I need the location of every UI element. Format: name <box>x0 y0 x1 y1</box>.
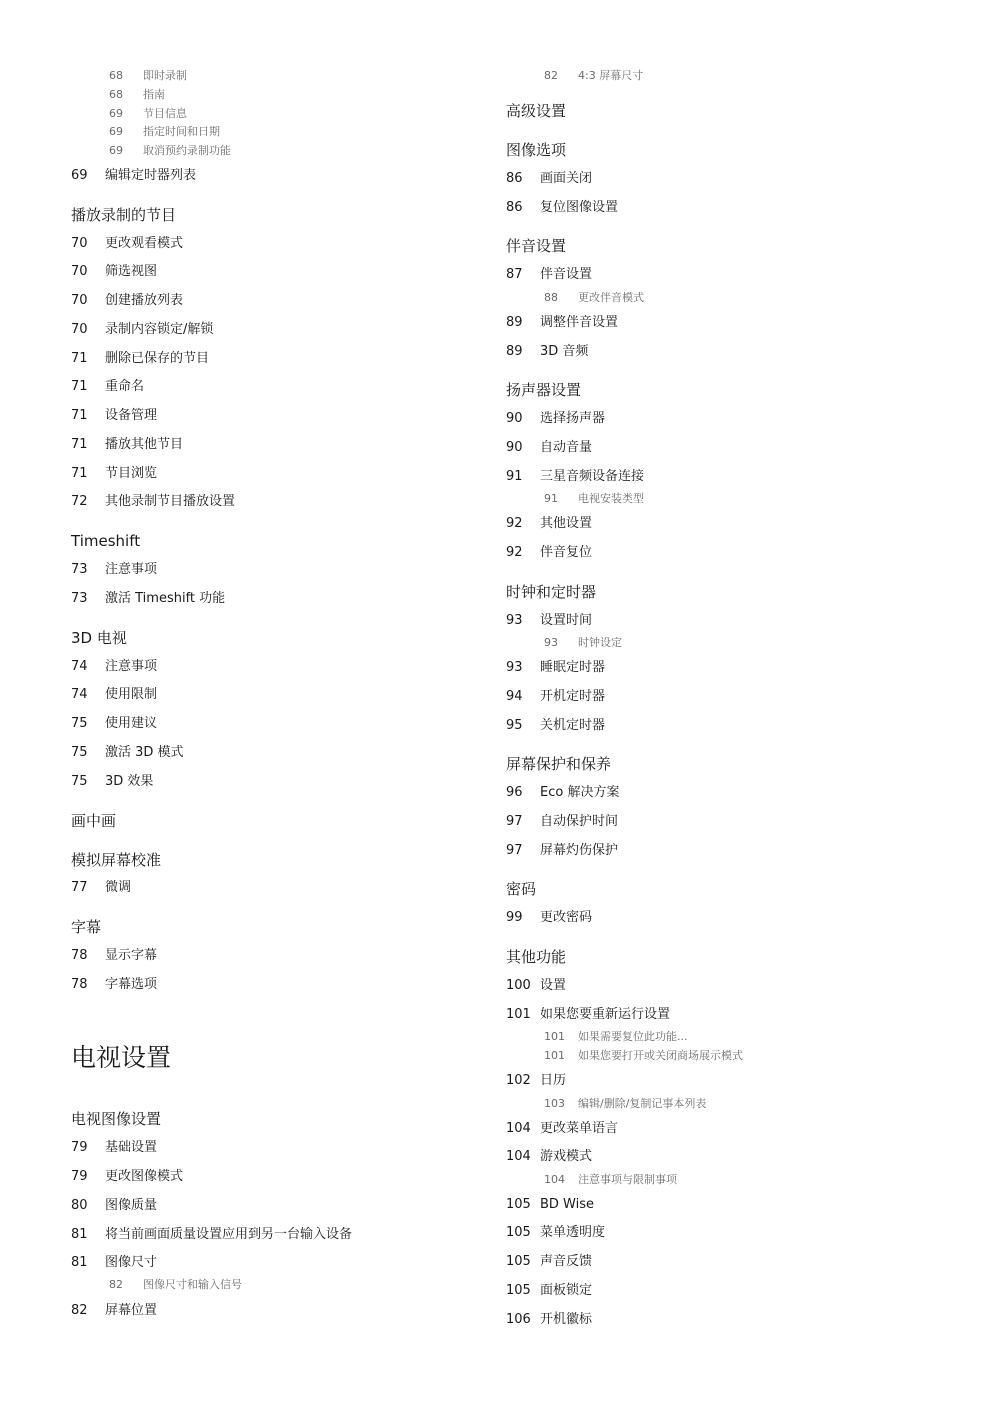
entry-title: 注意事项 <box>105 659 158 674</box>
entry-title: 声音反馈 <box>540 1254 593 1269</box>
page-number: 104 <box>506 1121 531 1136</box>
entry-title: 时钟设定 <box>578 636 622 649</box>
entry-title: 使用限制 <box>105 687 158 702</box>
page-number: 102 <box>506 1073 531 1088</box>
page-number: 69 <box>71 168 88 183</box>
page-number: 99 <box>506 910 523 925</box>
page-number: 101 <box>544 1049 565 1062</box>
page-number: 72 <box>71 494 88 509</box>
entry-title: 将当前画面质量设置应用到另一台输入设备 <box>105 1227 353 1242</box>
entry-title: 取消预约录制功能 <box>143 144 231 157</box>
section-heading: 3D 电视 <box>71 629 127 647</box>
section-heading: 其他功能 <box>506 948 567 966</box>
entry-title: 微调 <box>105 880 132 895</box>
section-heading: 模拟屏幕校准 <box>71 851 162 869</box>
entry-title: 如果需要复位此功能... <box>578 1030 688 1043</box>
page-number: 101 <box>544 1030 565 1043</box>
page-number: 100 <box>506 978 531 993</box>
entry-title: 注意事项与限制事项 <box>578 1173 677 1186</box>
page-number: 95 <box>506 718 523 733</box>
entry-title: 其他设置 <box>540 516 593 531</box>
page-number: 103 <box>544 1097 565 1110</box>
page-number: 106 <box>506 1312 531 1327</box>
page-number: 93 <box>506 613 523 628</box>
entry-title: 菜单透明度 <box>540 1225 606 1240</box>
entry-title: 开机徽标 <box>540 1312 593 1327</box>
entry-title: 设置时间 <box>540 613 593 628</box>
page-number: 96 <box>506 785 523 800</box>
entry-title: 3D 效果 <box>105 774 154 789</box>
page-number: 82 <box>544 69 558 82</box>
entry-title: 电视安装类型 <box>578 492 644 505</box>
page-number: 105 <box>506 1254 531 1269</box>
page-number: 91 <box>506 469 523 484</box>
entry-title: 显示字幕 <box>105 948 158 963</box>
entry-title: 激活 Timeshift 功能 <box>105 591 226 606</box>
entry-title: 4:3 屏幕尺寸 <box>578 69 644 82</box>
page-number: 88 <box>544 291 558 304</box>
page-number: 74 <box>71 687 88 702</box>
entry-title: 图像尺寸和输入信号 <box>143 1278 242 1291</box>
entry-title: 编辑定时器列表 <box>105 168 197 183</box>
page-number: 75 <box>71 745 88 760</box>
page-number: 78 <box>71 948 88 963</box>
section-heading: 扬声器设置 <box>506 381 582 399</box>
entry-title: 屏幕位置 <box>105 1303 158 1318</box>
entry-title: 节目浏览 <box>105 466 158 481</box>
entry-title: 如果您要重新运行设置 <box>540 1007 671 1022</box>
page-number: 70 <box>71 264 88 279</box>
section-heading: Timeshift <box>71 532 141 550</box>
entry-title: 选择扬声器 <box>540 411 606 426</box>
page-number: 71 <box>71 379 88 394</box>
page-number: 71 <box>71 351 88 366</box>
entry-title: 伴音设置 <box>540 267 593 282</box>
page-number: 104 <box>544 1173 565 1186</box>
page-number: 68 <box>109 88 123 101</box>
section-heading: 字幕 <box>71 918 102 936</box>
section-heading: 时钟和定时器 <box>506 583 597 601</box>
page-number: 87 <box>506 267 523 282</box>
page-number: 105 <box>506 1197 531 1212</box>
section-heading: 伴音设置 <box>506 237 567 255</box>
page-number: 69 <box>109 125 123 138</box>
entry-title: 其他录制节目播放设置 <box>105 494 236 509</box>
entry-title: 复位图像设置 <box>540 200 619 215</box>
entry-title: 指南 <box>143 88 165 101</box>
entry-title: 伴音复位 <box>540 545 593 560</box>
entry-title: 播放其他节目 <box>105 437 184 452</box>
entry-title: 调整伴音设置 <box>540 315 619 330</box>
page-number: 68 <box>109 69 123 82</box>
entry-title: 睡眠定时器 <box>540 660 606 675</box>
entry-title: 设置 <box>540 978 567 993</box>
entry-title: 使用建议 <box>105 716 158 731</box>
page-number: 82 <box>71 1303 88 1318</box>
page-number: 73 <box>71 562 88 577</box>
section-heading: 画中画 <box>71 812 117 830</box>
page-number: 69 <box>109 144 123 157</box>
entry-title: 画面关闭 <box>540 171 593 186</box>
entry-title: 设备管理 <box>105 408 158 423</box>
page-number: 71 <box>71 408 88 423</box>
chapter-title: 电视设置 <box>71 1043 172 1072</box>
page-number: 71 <box>71 466 88 481</box>
page-number: 79 <box>71 1140 88 1155</box>
entry-title: 即时录制 <box>143 69 187 82</box>
page-number: 105 <box>506 1225 531 1240</box>
page-number: 90 <box>506 440 523 455</box>
entry-title: 更改图像模式 <box>105 1169 184 1184</box>
page-number: 80 <box>71 1198 88 1213</box>
entry-title: 屏幕灼伤保护 <box>540 843 619 858</box>
entry-title: 更改密码 <box>540 910 593 925</box>
entry-title: 筛选视图 <box>105 264 158 279</box>
page-number: 86 <box>506 171 523 186</box>
page-number: 78 <box>71 977 88 992</box>
page-number: 74 <box>71 659 88 674</box>
entry-title: 自动保护时间 <box>540 814 619 829</box>
section-heading: 电视图像设置 <box>71 1110 162 1128</box>
page-number: 97 <box>506 814 523 829</box>
entry-title: 如果您要打开或关闭商场展示模式 <box>578 1049 743 1062</box>
entry-title: 日历 <box>540 1073 567 1088</box>
entry-title: 重命名 <box>105 379 145 394</box>
entry-title: 更改伴音模式 <box>578 291 644 304</box>
page-number: 73 <box>71 591 88 606</box>
entry-title: 基础设置 <box>105 1140 158 1155</box>
entry-title: 录制内容锁定/解锁 <box>105 322 214 337</box>
page-number: 70 <box>71 322 88 337</box>
entry-title: 面板锁定 <box>540 1283 593 1298</box>
page-number: 89 <box>506 344 523 359</box>
section-heading: 播放录制的节目 <box>71 206 177 224</box>
entry-title: 更改观看模式 <box>105 236 184 251</box>
page-number: 105 <box>506 1283 531 1298</box>
section-heading: 高级设置 <box>506 102 567 120</box>
page-number: 71 <box>71 437 88 452</box>
page-number: 70 <box>71 293 88 308</box>
page-number: 91 <box>544 492 558 505</box>
page-number: 94 <box>506 689 523 704</box>
entry-title: 关机定时器 <box>540 718 606 733</box>
page-number: 75 <box>71 774 88 789</box>
entry-title: 图像尺寸 <box>105 1255 158 1270</box>
page-number: 81 <box>71 1255 88 1270</box>
page-number: 81 <box>71 1227 88 1242</box>
entry-title: 图像质量 <box>105 1198 158 1213</box>
page-number: 92 <box>506 545 523 560</box>
entry-title: 3D 音频 <box>540 344 589 359</box>
section-heading: 密码 <box>506 880 537 898</box>
page-number: 93 <box>506 660 523 675</box>
entry-title: 创建播放列表 <box>105 293 184 308</box>
page-number: 69 <box>109 107 123 120</box>
entry-title: 更改菜单语言 <box>540 1121 619 1136</box>
section-heading: 屏幕保护和保养 <box>506 755 612 773</box>
entry-title: 自动音量 <box>540 440 593 455</box>
entry-title: 三星音频设备连接 <box>540 469 645 484</box>
page-number: 89 <box>506 315 523 330</box>
page-number: 75 <box>71 716 88 731</box>
entry-title: 字幕选项 <box>105 977 158 992</box>
page-number: 82 <box>109 1278 123 1291</box>
page-number: 101 <box>506 1007 531 1022</box>
page-number: 104 <box>506 1149 531 1164</box>
page-number: 79 <box>71 1169 88 1184</box>
entry-title: 注意事项 <box>105 562 158 577</box>
page-number: 97 <box>506 843 523 858</box>
page-number: 93 <box>544 636 558 649</box>
entry-title: Eco 解决方案 <box>540 785 620 800</box>
entry-title: 游戏模式 <box>540 1149 593 1164</box>
entry-title: 编辑/删除/复制记事本列表 <box>578 1097 707 1110</box>
entry-title: 节目信息 <box>143 107 187 120</box>
page-number: 77 <box>71 880 88 895</box>
entry-title: 开机定时器 <box>540 689 606 704</box>
entry-title: 删除已保存的节目 <box>105 351 210 366</box>
page-number: 86 <box>506 200 523 215</box>
section-heading: 图像选项 <box>506 141 567 159</box>
entry-title: 指定时间和日期 <box>143 125 220 138</box>
page-number: 70 <box>71 236 88 251</box>
entry-title: BD Wise <box>540 1197 595 1212</box>
entry-title: 激活 3D 模式 <box>105 745 184 760</box>
page-number: 90 <box>506 411 523 426</box>
page-number: 92 <box>506 516 523 531</box>
